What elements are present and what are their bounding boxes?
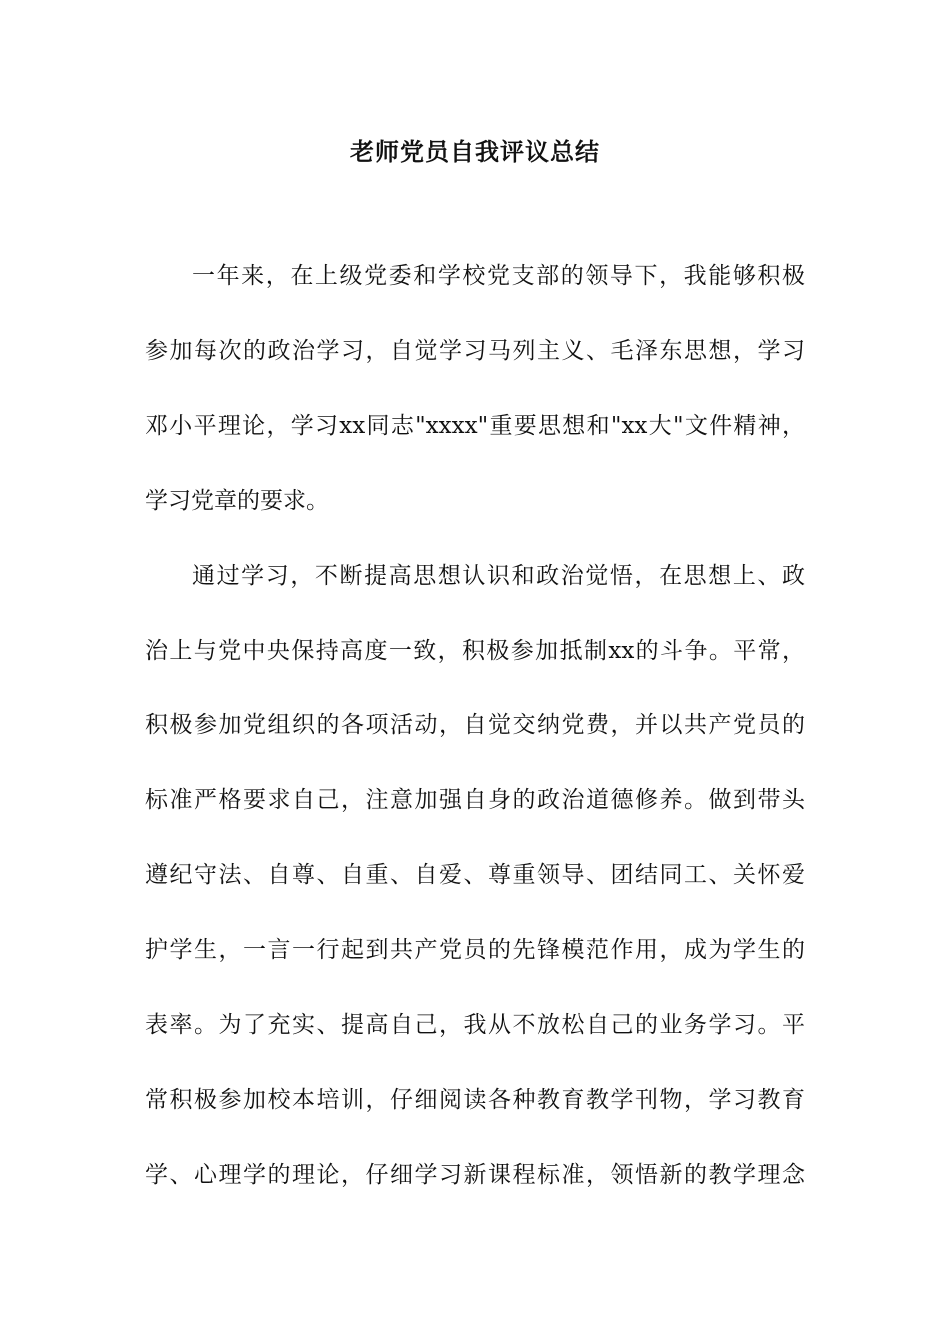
paragraph-line: 遵纪守法、自尊、自重、自爱、尊重领导、团结同工、关怀爱 — [145, 862, 805, 888]
document-title: 老师党员自我评议总结 — [350, 137, 600, 166]
paragraph-line: 表率。为了充实、提高自己，我从不放松自己的业务学习。平 — [145, 1012, 805, 1038]
paragraph-line: 学习党章的要求。 — [145, 488, 329, 514]
paragraph-line: 一年来，在上级党委和学校党支部的领导下，我能够积极 — [192, 263, 805, 289]
paragraph-line: 标准严格要求自己，注意加强自身的政治道德修养。做到带头 — [145, 787, 805, 813]
paragraph-line: 学、心理学的理论，仔细学习新课程标准，领悟新的教学理念 — [145, 1162, 805, 1188]
paragraph-line: 通过学习，不断提高思想认识和政治觉悟，在思想上、政 — [192, 563, 805, 589]
paragraph-line: 参加每次的政治学习，自觉学习马列主义、毛泽东思想，学习 — [145, 338, 805, 364]
paragraph-line: 治上与党中央保持高度一致，积极参加抵制xx的斗争。平常， — [145, 638, 805, 664]
paragraph-line: 积极参加党组织的各项活动，自觉交纳党费，并以共产党员的 — [145, 712, 805, 738]
paragraph-line: 邓小平理论，学习xx同志"xxxx"重要思想和"xx大"文件精神， — [145, 413, 805, 439]
paragraph-line: 常积极参加校本培训，仔细阅读各种教育教学刊物，学习教育 — [145, 1087, 805, 1113]
paragraph-line: 护学生，一言一行起到共产党员的先锋模范作用，成为学生的 — [145, 937, 805, 963]
